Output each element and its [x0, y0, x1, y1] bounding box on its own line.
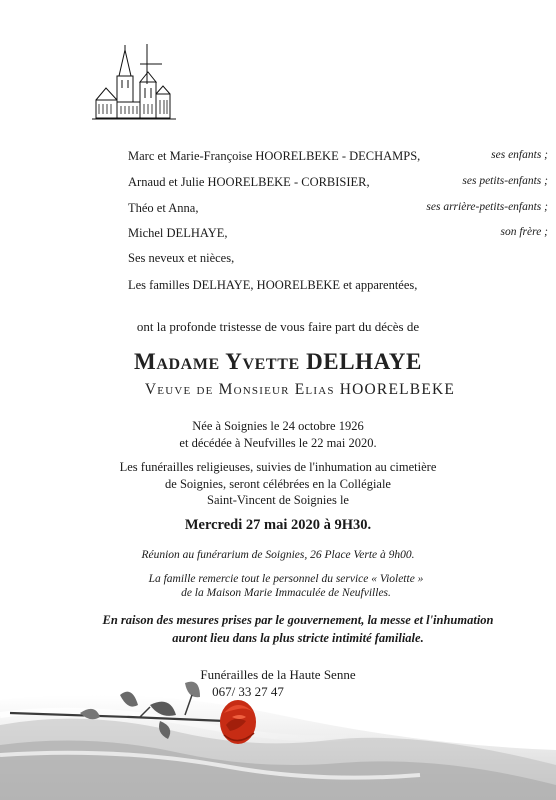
- family-role: ses arrière-petits-enfants ;: [426, 201, 548, 213]
- funeral-line: Les funérailles religieuses, suivies de l'inhumation au cimetière: [119, 460, 437, 474]
- family-row: [128, 278, 548, 296]
- intro-text: ont la profonde tristesse de vous faire part du décès de: [136, 319, 420, 334]
- family-role: son frère ;: [500, 226, 548, 238]
- family-row: [128, 175, 548, 193]
- family-row: [128, 226, 548, 244]
- family-role: ses enfants ;: [491, 149, 548, 161]
- thanks-block: [8, 572, 556, 600]
- family-row: [128, 251, 548, 269]
- family-name: Marc et Marie-Françoise HOORELBEKE - DECHAMPS,: [128, 149, 421, 163]
- death-line: et décédée à Neufvilles le 22 mai 2020.: [179, 436, 377, 450]
- funeral-home-phone: 067/ 33 27 47: [212, 684, 284, 699]
- funeral-line: Saint-Vincent de Soignies le: [207, 493, 349, 507]
- birth-death-block: [0, 418, 556, 452]
- funeral-block: [0, 459, 556, 509]
- covid-notice: [20, 612, 556, 647]
- deceased-name: Madame Yvette DELHAYE: [134, 349, 422, 374]
- family-role: ses petits-enfants ;: [462, 175, 548, 187]
- notice-line: En raison des mesures prises par le gouvernement, la messe et l'inhumation: [102, 613, 494, 627]
- thanks-line: de la Maison Marie Immaculée de Neufvilles.: [181, 587, 391, 599]
- birth-line: Née à Soignies le 24 octobre 1926: [192, 419, 364, 433]
- family-name: Michel DELHAYE,: [128, 226, 228, 240]
- family-row: [128, 201, 548, 219]
- family-name: Ses neveux et nièces,: [128, 251, 235, 265]
- widow-of: Veuve de Monsieur Elias HOORELBEKE: [144, 381, 456, 398]
- red-rose-icon: [220, 700, 256, 744]
- funeral-line: de Soignies, seront célébrées en la Collégiale: [165, 476, 391, 491]
- family-row: [128, 149, 548, 167]
- thanks-line: La famille remercie tout le personnel du service « Violette »: [148, 573, 424, 585]
- family-name: Arnaud et Julie HOORELBEKE - CORBISIER,: [128, 175, 370, 189]
- reunion-text: Réunion au funérarium de Soignies, 26 Place Verte à 9h00.: [141, 549, 415, 561]
- notice-line: auront lieu dans la plus stricte intimité familiale.: [172, 630, 424, 645]
- funeral-home-name: Funérailles de la Haute Senne: [200, 667, 356, 682]
- ceremony-date: Mercredi 27 mai 2020 à 9H30.: [184, 517, 372, 533]
- church-icon: [92, 42, 176, 124]
- family-name: Théo et Anna,: [128, 201, 199, 215]
- family-name: Les familles DELHAYE, HOORELBEKE et apparentées,: [128, 278, 418, 292]
